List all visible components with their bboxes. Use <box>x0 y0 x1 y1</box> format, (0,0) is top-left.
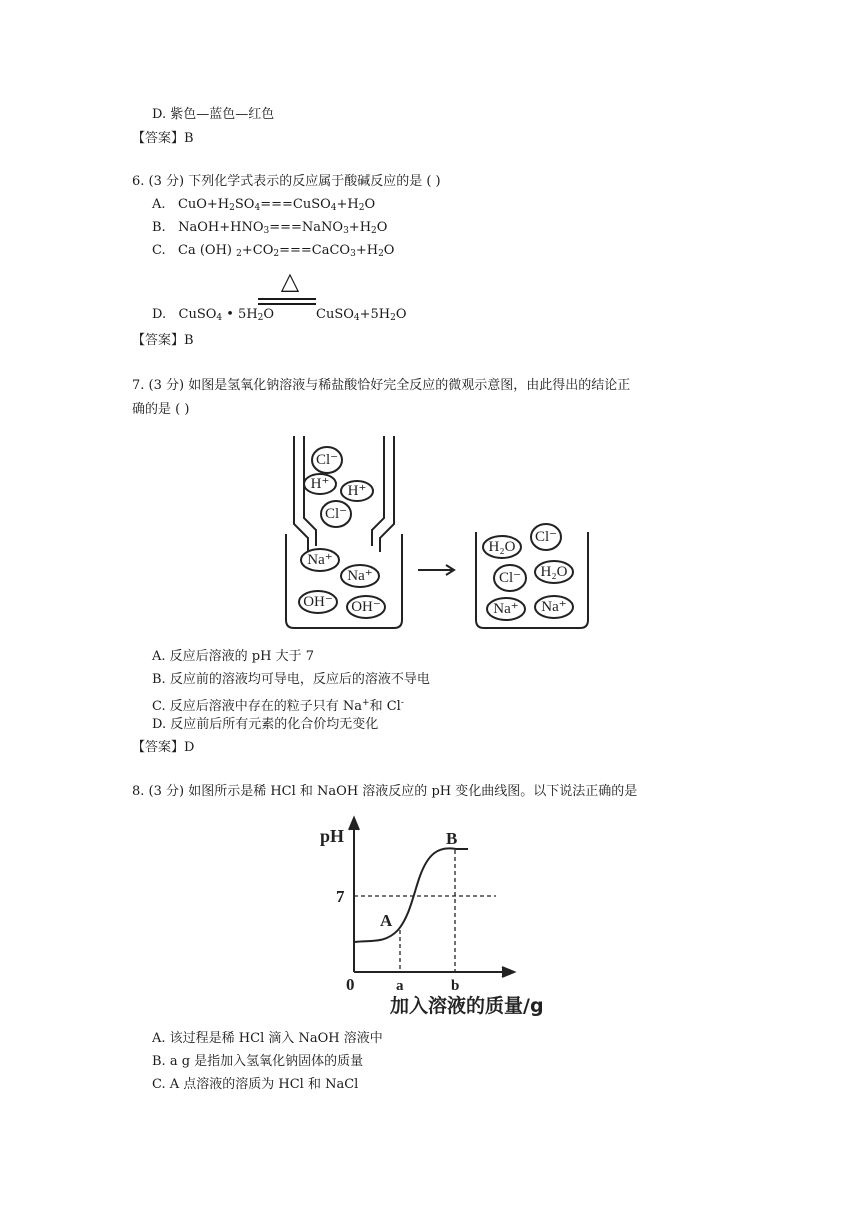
ion-label: Na⁺ <box>347 568 373 584</box>
origin-label: 0 <box>346 975 355 994</box>
q7-option-a: A. 反应后溶液的 pH 大于 7 <box>152 649 314 664</box>
q5-option-d: D. 紫色—蓝色—红色 <box>152 107 275 122</box>
q7-reaction-diagram <box>280 434 600 634</box>
q8-option-b: B. a g 是指加入氢氧化钠固体的质量 <box>152 1054 364 1069</box>
q6-answer: 【答案】B <box>132 333 194 348</box>
q6-option-d-rhs: $CuSO_4+5H_2O$ <box>316 307 407 323</box>
ion-label: H₂O <box>488 539 516 555</box>
point-a-label: A <box>380 911 393 930</box>
ph-curve <box>355 848 468 942</box>
ion-label: H₂O <box>540 564 568 580</box>
option-label: D. <box>152 307 167 322</box>
heat-triangle-icon: △ <box>280 267 300 295</box>
q8-option-c: C. A 点溶液的溶质为 HCl 和 NaCl <box>152 1077 359 1092</box>
ion-label: Na⁺ <box>541 599 567 615</box>
q8-option-a: A. 该过程是稀 HCl 滴入 NaOH 溶液中 <box>152 1031 383 1046</box>
q7-stem-line1: 7. (3 分) 如图是氢氧化钠溶液与稀盐酸恰好完全反应的微观示意图，由此得出的结论正 <box>132 378 631 393</box>
x-axis-arrow <box>502 967 514 977</box>
ion-label: H⁺ <box>347 483 367 499</box>
formula: $NaOH+HNO_3===NaNO_3+H_2O$ <box>178 220 388 236</box>
q8-stem: 8. (3 分) 如图所示是稀 HCl 和 NaOH 溶液反应的 pH 变化曲线图。以下说法正确的是 <box>132 784 638 799</box>
q7-answer: 【答案】D <box>132 740 195 755</box>
x-axis-label: 加入溶液的质量/g <box>390 995 544 1017</box>
ion-label: H⁺ <box>310 476 330 492</box>
q6-option-b <box>152 219 387 240</box>
formula: Ca (OH) $_2+CO_2===CaCO_3+H_2O$ <box>178 243 395 259</box>
option-label: B. <box>152 220 166 235</box>
ion-label: Cl⁻ <box>534 529 558 545</box>
ion-label: Cl⁻ <box>498 570 522 586</box>
q7-option-b: B. 反应前的溶液均可导电，反应后的溶液不导电 <box>152 672 430 687</box>
ion-label: OH⁻ <box>351 599 381 615</box>
q6-stem: 6. (3 分) 下列化学式表示的反应属于酸碱反应的是 ( ) <box>132 174 441 189</box>
q6-option-c <box>152 242 394 263</box>
q7-option-c: C. 反应后溶液中存在的粒子只有 Na+和 Cl- <box>152 698 404 714</box>
ion-label: Na⁺ <box>493 601 519 617</box>
ion-label: OH⁻ <box>303 594 333 610</box>
q6-option-a <box>152 196 375 217</box>
x-tick-b: b <box>451 978 460 994</box>
point-b-label: B <box>446 829 458 848</box>
q5-answer: 【答案】B <box>132 131 194 146</box>
option-label: A. <box>152 197 166 212</box>
ion-label: Na⁺ <box>307 552 333 568</box>
option-label: C. <box>152 243 166 258</box>
ion-label: Cl⁻ <box>324 506 348 522</box>
formula-lhs: CuSO$_4$ • $5H_2O$ <box>178 307 275 323</box>
q8-ph-graph <box>310 812 560 1022</box>
formula: $CuO+H_2SO_4===CuSO_4+H_2O$ <box>177 197 376 213</box>
q6-option-d <box>152 306 274 327</box>
funnel-outer-left <box>294 436 308 552</box>
y-tick-7: 7 <box>336 887 345 906</box>
y-axis-arrow <box>349 818 359 830</box>
q7-stem-line2: 确的是 ( ) <box>132 402 190 417</box>
ion-label: Cl⁻ <box>315 452 339 468</box>
x-tick-a: a <box>396 978 404 994</box>
equation-double-line-top <box>258 298 316 300</box>
q7-option-d: D. 反应前后所有元素的化合价均无变化 <box>152 717 379 732</box>
y-axis-label: pH <box>320 826 345 846</box>
funnel-outer-right <box>380 436 394 552</box>
equation-double-line-bottom <box>258 303 316 305</box>
